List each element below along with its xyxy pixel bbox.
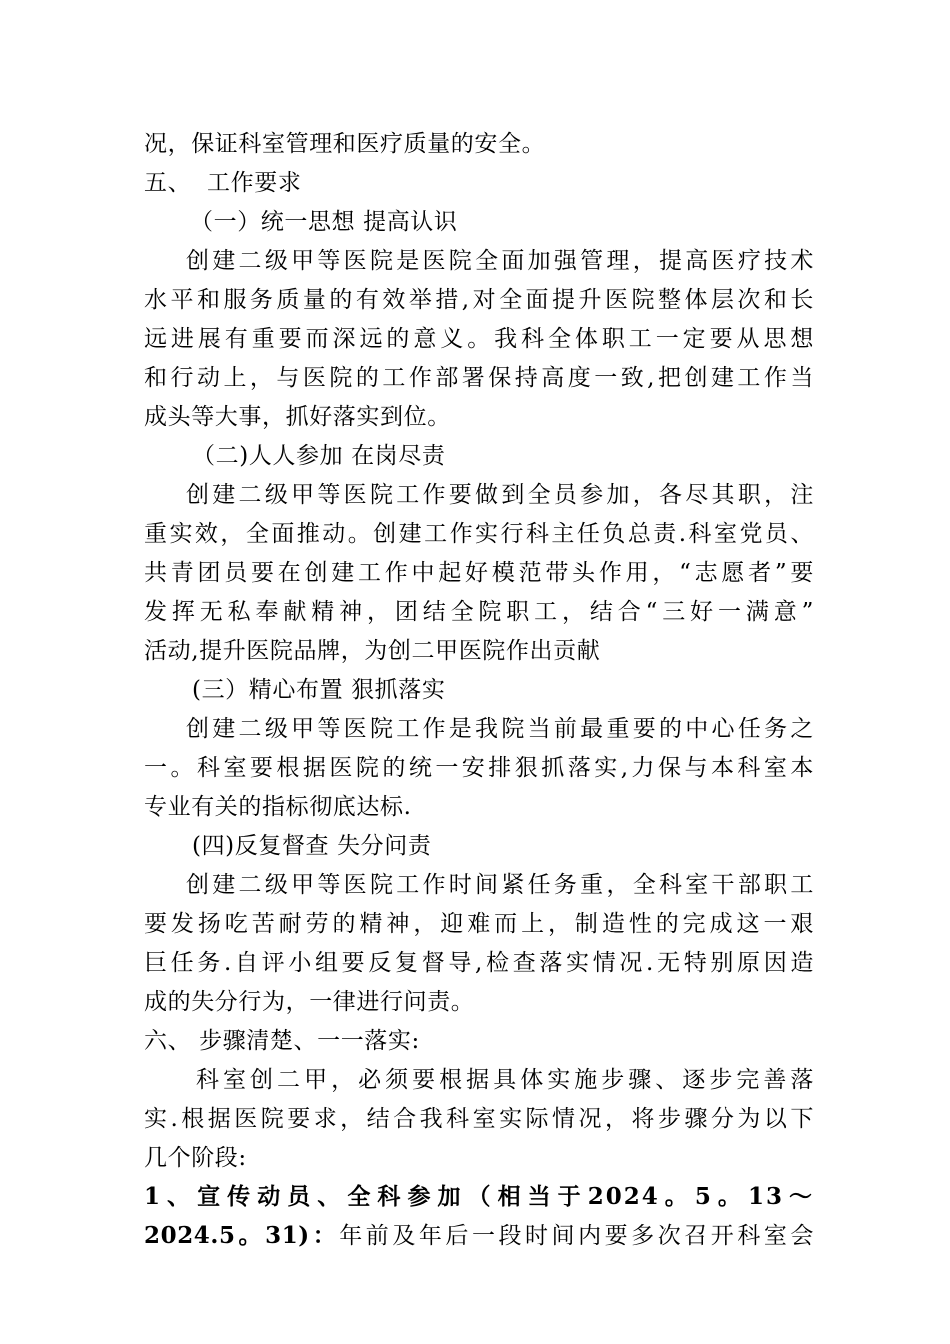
paragraph-line: 水平和服务质量的有效举措,对全面提升医院整体层次和长 — [144, 287, 814, 313]
paragraph-line: 成的失分行为，一律进行问责。 — [144, 989, 475, 1015]
step-1-description: 年前及年后一段时间内要多次召开科室会 — [339, 1223, 814, 1249]
step-heading-1: 1、宣传动员、全科参加（相当于2024。5。13～ — [144, 1183, 814, 1210]
paragraph-line: 几个阶段: — [144, 1145, 247, 1171]
paragraph-line: 创建二级甲等医院工作是我院当前最重要的中心任务之 — [186, 716, 814, 742]
paragraph-line: 专业有关的指标彻底达标. — [144, 794, 412, 820]
subsection-heading-4: (四)反复督查 失分问责 — [192, 833, 432, 859]
paragraph-line: 重实效，全面推动。创建工作实行科主任负总责.科室党员、 — [144, 521, 814, 547]
section-heading-5 — [144, 168, 814, 198]
paragraph-line: 远进展有重要而深远的意义。我科全体职工一定要从思想 — [144, 326, 814, 352]
step-1-line — [144, 1221, 814, 1251]
paragraph-line: 实.根据医院要求，结合我科室实际情况，将步骤分为以下 — [144, 1106, 814, 1132]
paragraph-line: 成头等大事，抓好落实到位。 — [144, 404, 451, 430]
paragraph-line: 科室创二甲，必须要根据具体实施步骤、逐步完善落 — [196, 1067, 814, 1093]
paragraph-line: 一。科室要根据医院的统一安排狠抓落实,力保与本科室本 — [144, 755, 814, 781]
paragraph-line: 巨任务.自评小组要反复督导,检查落实情况.无特别原因造 — [144, 950, 814, 976]
paragraph-line: 况，保证科室管理和医疗质量的安全。 — [144, 131, 546, 157]
paragraph-line: 要发扬吃苦耐劳的精神，迎难而上，制造性的完成这一艰 — [144, 911, 814, 937]
paragraph-line: 和行动上，与医院的工作部署保持高度一致,把创建工作当 — [144, 365, 814, 391]
section-heading-6: 六、 步骤清楚、一一落实: — [144, 1028, 420, 1054]
paragraph-line: 创建二级甲等医院工作要做到全员参加，各尽其职，注 — [186, 482, 814, 508]
subsection-heading-3: (三）精心布置 狠抓落实 — [192, 677, 446, 703]
step-1-date-range: 2024.5。31)： — [144, 1222, 340, 1249]
paragraph-line: 发挥无私奉献精神，团结全院职工，结合“三好一满意” — [144, 599, 814, 625]
section-heading-text: 五、 工作要求 — [144, 170, 302, 196]
paragraph-line: 活动,提升医院品牌，为创二甲医院作出贡献 — [144, 638, 601, 664]
subsection-heading-1: （一）统一思想 提高认识 — [190, 209, 458, 235]
paragraph-line: 共青团员要在创建工作中起好模范带头作用，“志愿者”要 — [144, 560, 814, 586]
paragraph-line: 创建二级甲等医院工作时间紧任务重，全科室干部职工 — [186, 872, 814, 898]
paragraph-line: 创建二级甲等医院是医院全面加强管理，提高医疗技术 — [186, 248, 814, 274]
subsection-heading-2: （二)人人参加 在岗尽责 — [192, 443, 446, 469]
